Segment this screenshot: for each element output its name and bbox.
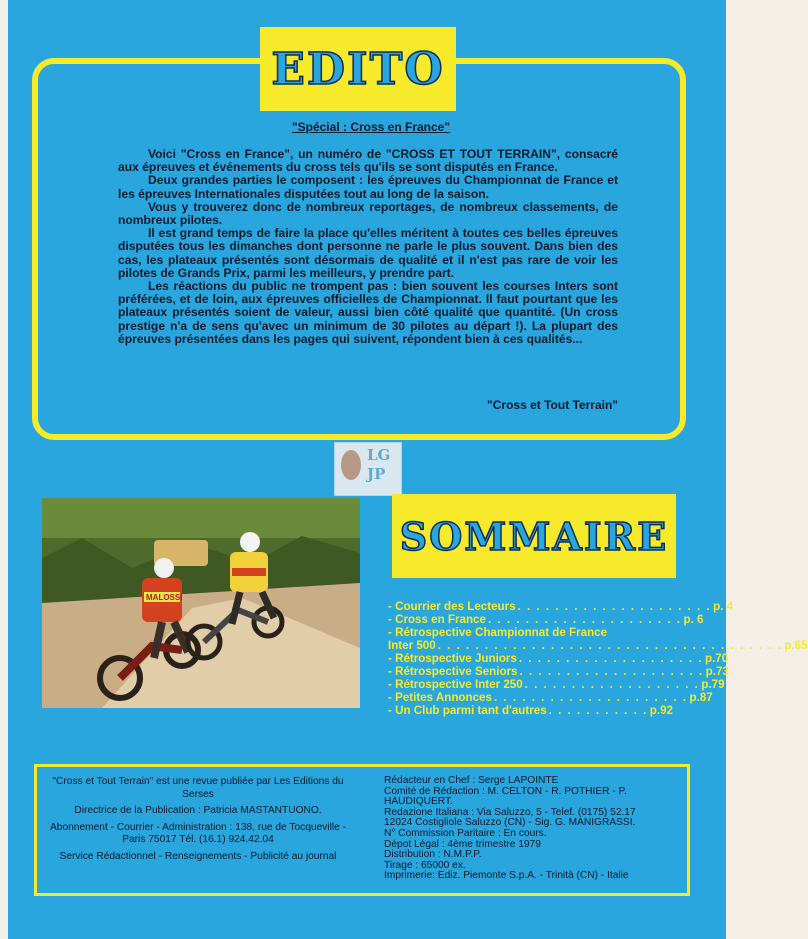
edito-body [118,148,618,346]
sommaire-title: SOMMAIRE [399,513,669,559]
colophon-right [384,776,684,882]
rider-bib: MALOSSI [146,593,183,602]
colophon-line: Dépot Légal : 4ème trimestre 1979 [384,838,541,850]
edito-signature: "Cross et Tout Terrain" [487,398,618,412]
edito-title-banner [260,27,456,111]
list-item[interactable]: - Rétrospective Seniors . . . . . . . . . . . . . . . . . . . . p.73 [388,665,729,678]
edito-subtitle: "Spécial : Cross en France" [291,120,451,134]
colophon-line: Tirage : 65000 ex. [384,859,466,871]
sommaire-list [388,600,808,717]
list-item[interactable]: - Rétrospective Inter 250 . . . . . . . . . . . . . . . . . . . p.79 [388,678,725,691]
colophon-line: Redazione Italiana : Via Saluzzo, 5 - Telef. (0175) 52.17 [384,806,636,818]
portrait-icon [341,450,361,480]
colophon-line: Imprimerie: Ediz. Piemonte S.p.A. - Trinità (CN) - Italie [384,870,629,882]
colophon-line: Comité de Rédaction : M. CELTON - R. POTHIER - P. HAUDIQUERT. [384,785,627,808]
colophon-line: "Cross et Tout Terrain" est une revue publiée par Les Editions du Serses [52,776,344,800]
colophon-line: N° Commission Paritaire : En cours. [384,827,547,839]
edito-paragraph: Vous y trouverez donc de nombreux reportages, de nombreux classements, de nombreux pilotes. [118,199,618,228]
motocross-photo [42,498,360,708]
colophon-line: Distribution : N.M.P.P. [384,849,482,861]
magazine-page [8,0,808,939]
sommaire-title-banner [392,494,676,578]
list-item[interactable]: - Courrier des Lecteurs . . . . . . . . . . . . . . . . . . . . . p. 4 [388,600,734,613]
edito-paragraph: Voici "Cross en France", un numéro de "CROSS ET TOUT TERRAIN", consacré aux épreuves et événements du cross tels qu'ils se sont disputés en France. [118,147,618,175]
list-item[interactable]: - Cross en France . . . . . . . . . . . . . . . . . . . . . p. 6 [388,613,704,626]
colophon-line: Abonnement - Courrier - Administration : 138, rue de Tocqueville - Paris 75017 Tél. (16.1) 924.42.04 [50,821,346,846]
list-item[interactable]: - Petites Annonces . . . . . . . . . . . . . . . . . . . . . p.87 [388,691,713,704]
colophon-line: Service Rédactionnel - Renseignements - Publicité au journal [59,850,337,862]
edito-paragraph: Deux grandes parties le composent : les épreuves du Championnat de France et les épreuves Internationales disputées tout au long de la saison. [118,173,618,201]
colophon-left [48,776,348,868]
edito-paragraph: Les réactions du public ne trompent pas : bien souvent les courses Inters sont préférées, et de loin, aux épreuves officielles de Championnat. Il faut pourtant que les plateaux présentés soient de valeur, aussi bien côté qualité que quantité. (Un cross prestige n'a de sens qu'avec un minimum de 30 pilotes au départ !). La plupart des épreuves présentées dans les pages qui suivent, répondent bien à ces qualités... [118,279,618,346]
colophon-line: Rédacteur en Chef : Serge LAPOINTE [384,775,559,786]
watermark-logo [334,442,402,496]
list-item[interactable]: Inter 500 . . . . . . . . . . . . . . . . . . . . . . . . . . . . . . . . . . . . . p.65 [388,639,808,652]
motocross-photo-image [42,498,360,708]
edito-title: EDITO [271,43,445,95]
colophon-line: Directrice de la Publication : Patricia MASTANTUONO. [74,805,322,817]
list-item[interactable]: - Rétrospective Juniors . . . . . . . . . . . . . . . . . . . . p.70 [388,652,729,665]
logo-letters: LG JP [367,446,391,483]
list-item[interactable]: - Rétrospective Championnat de France [388,626,608,639]
colophon-line: 12024 Costigliole Saluzzo (CN) - Sig. G. MANIGRASSI. [384,817,636,829]
edito-paragraph: Il est grand temps de faire la place qu'elles méritent à toutes ces belles épreuves disputées tous les dimanches dont personne ne parle le plus souvent. Dans bien des cas, les plateaux présentés sont désormais de qualité et il n'est pas rare de voir les pilotes de Grands Prix, parmi les meilleurs, y prendre part. [118,226,618,280]
list-item[interactable]: - Un Club parmi tant d'autres . . . . . . . . . . . p.92 [388,704,673,717]
